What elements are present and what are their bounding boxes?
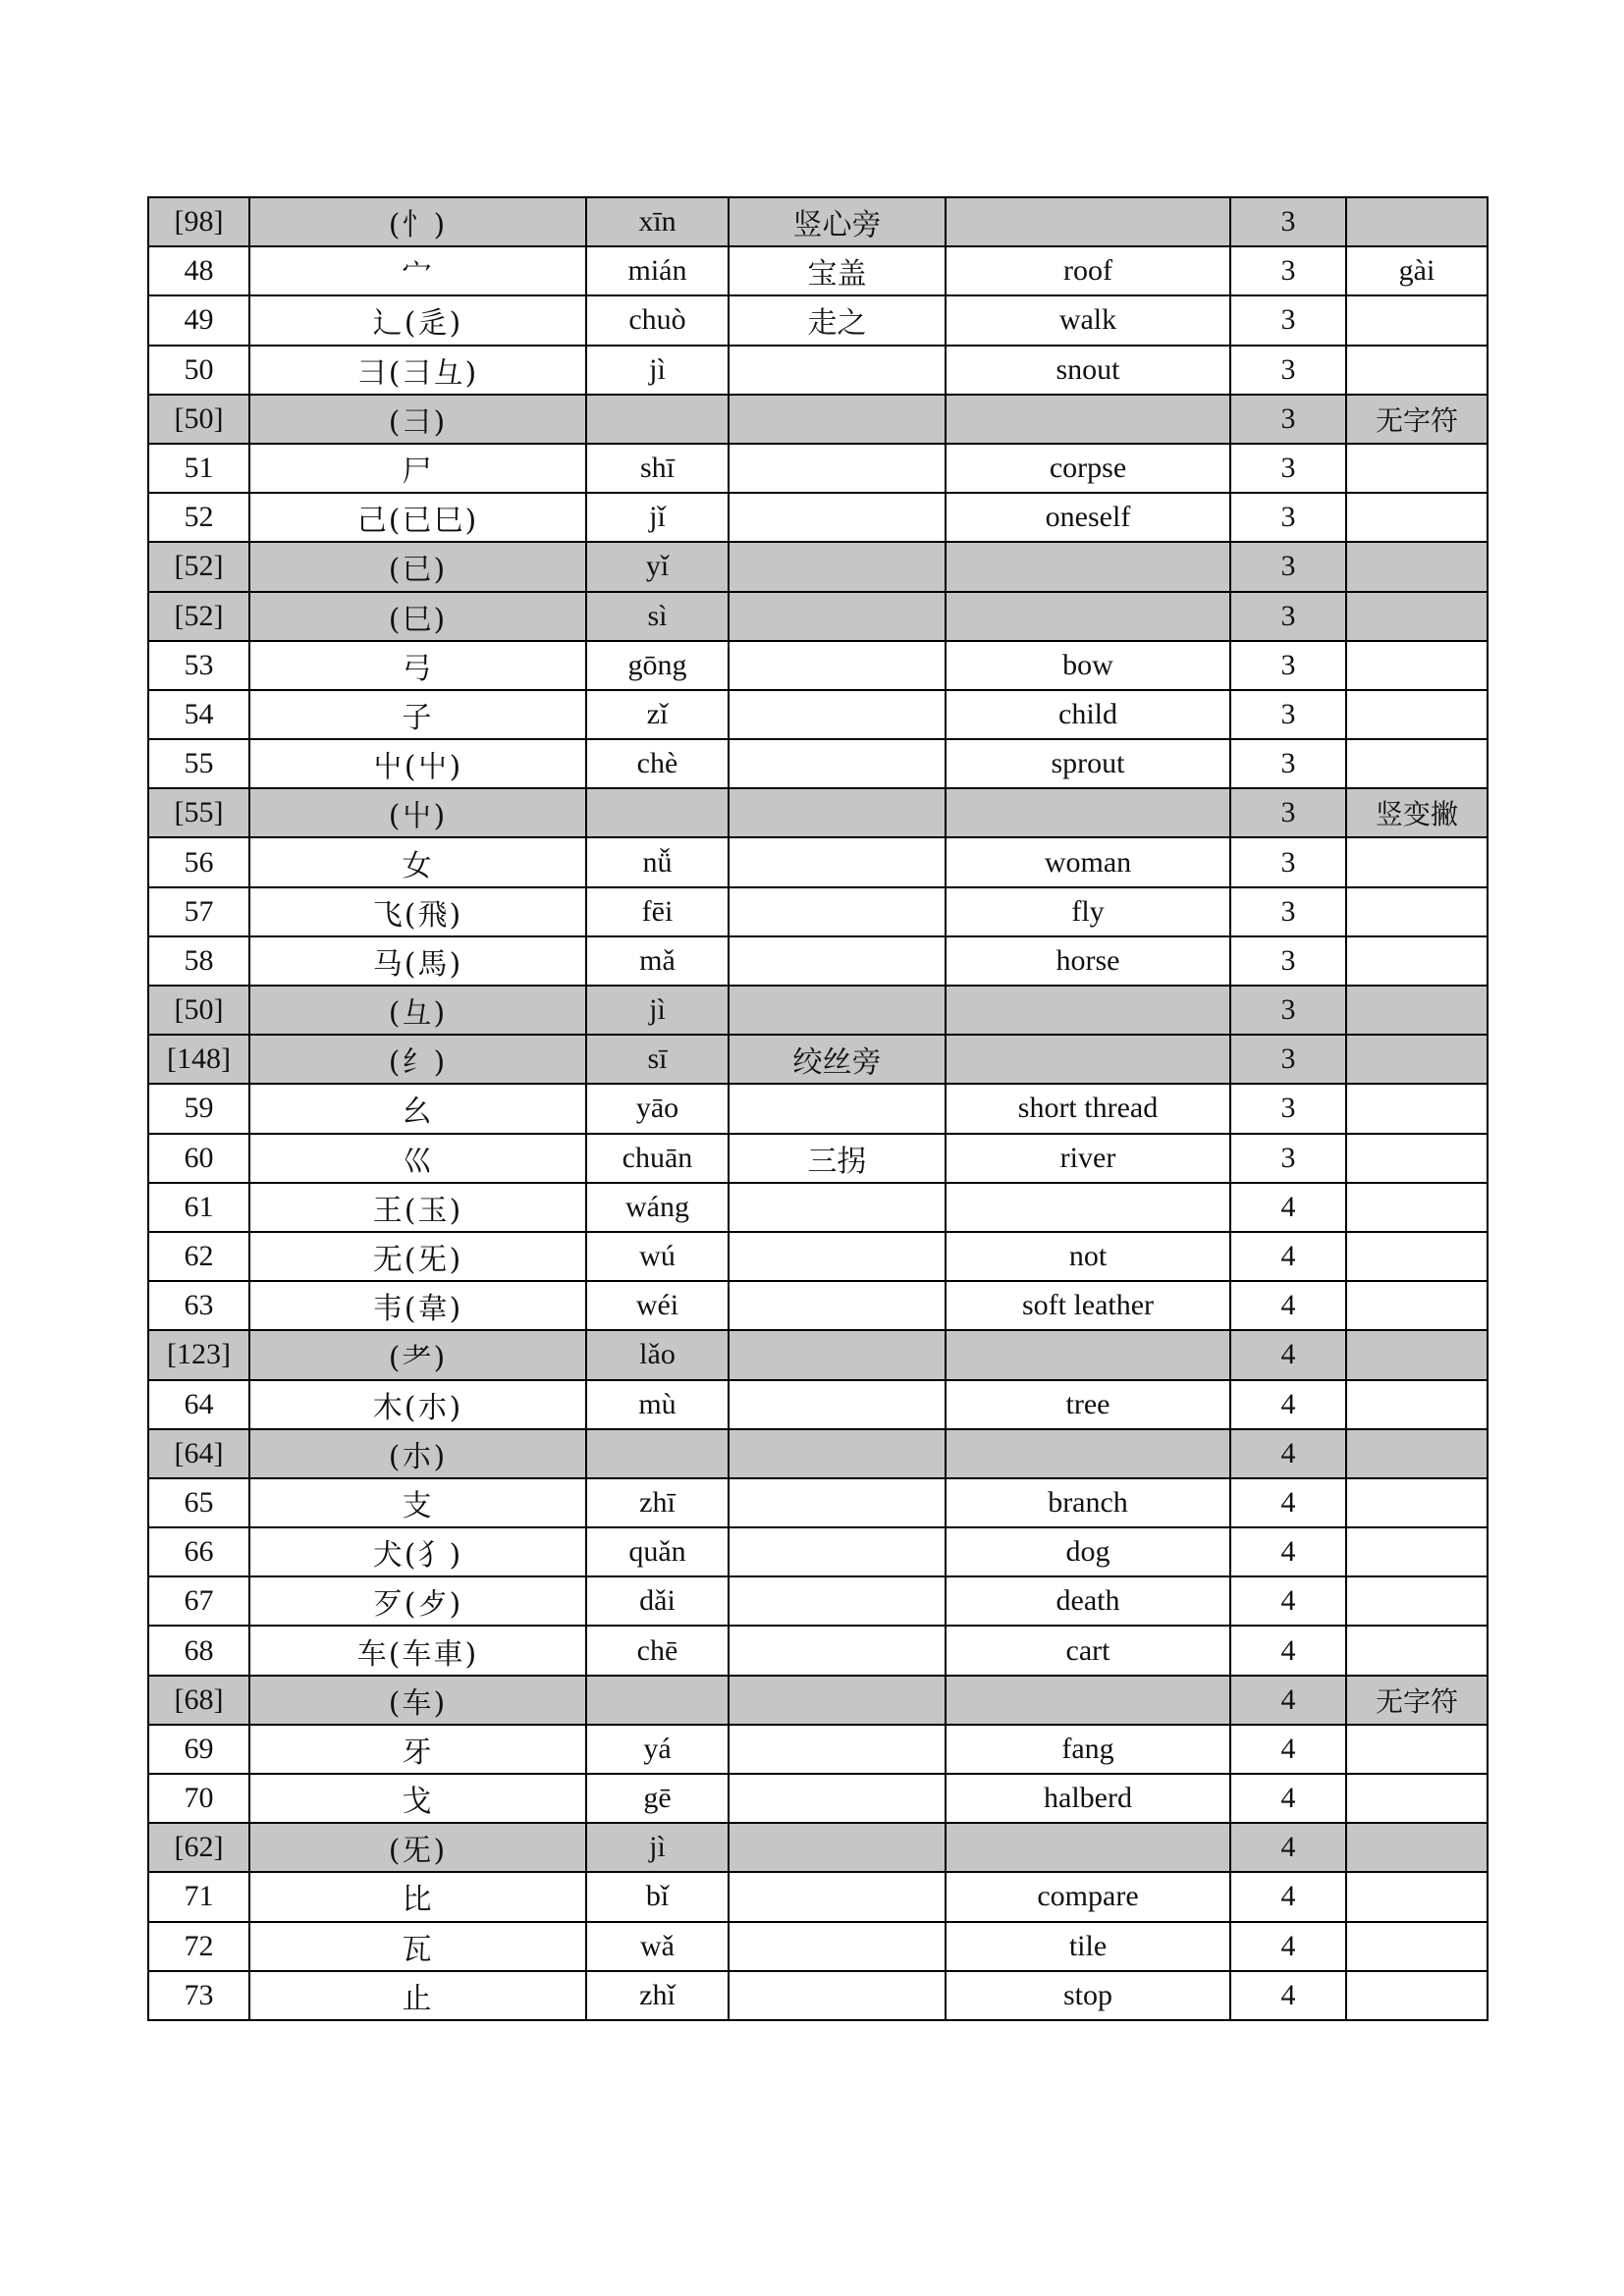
radical-row <box>148 444 1488 493</box>
note-cell <box>1346 493 1488 542</box>
note-cell <box>1346 1035 1488 1084</box>
note-cell <box>1346 1183 1488 1232</box>
note-cell <box>1346 592 1488 641</box>
variant-row <box>148 1676 1488 1725</box>
chinese-name-cell <box>729 1774 946 1823</box>
radical-row <box>148 1134 1488 1183</box>
stroke-count-cell: 4 <box>1230 1774 1346 1823</box>
stroke-count-cell: 3 <box>1230 788 1346 837</box>
stroke-count-cell: 4 <box>1230 1725 1346 1774</box>
radical-number-cell: 55 <box>148 739 249 788</box>
stroke-count-cell: 3 <box>1230 739 1346 788</box>
chinese-name-cell <box>729 887 946 936</box>
english-meaning-cell: dog <box>946 1527 1230 1576</box>
radical-form-cell: 犬(犭) <box>249 1527 586 1576</box>
radical-row <box>148 690 1488 739</box>
pinyin-cell: chuān <box>586 1134 729 1183</box>
english-meaning-cell <box>946 1429 1230 1478</box>
english-meaning-cell: soft leather <box>946 1281 1230 1330</box>
radical-number-cell: 54 <box>148 690 249 739</box>
pinyin-cell: chuò <box>586 295 729 345</box>
english-meaning-cell: compare <box>946 1872 1230 1921</box>
radical-form-cell: 宀 <box>249 246 586 295</box>
radical-form-cell: 幺 <box>249 1084 586 1133</box>
pinyin-cell <box>586 788 729 837</box>
stroke-count-cell: 3 <box>1230 641 1346 690</box>
english-meaning-cell: branch <box>946 1478 1230 1527</box>
note-cell <box>1346 1725 1488 1774</box>
note-cell <box>1346 986 1488 1035</box>
pinyin-cell: sī <box>586 1035 729 1084</box>
radical-number-cell: 61 <box>148 1183 249 1232</box>
pinyin-cell: gōng <box>586 641 729 690</box>
radical-form-cell: (已) <box>249 542 586 591</box>
english-meaning-cell <box>946 197 1230 246</box>
radical-row <box>148 837 1488 886</box>
chinese-name-cell <box>729 592 946 641</box>
chinese-name-cell: 绞丝旁 <box>729 1035 946 1084</box>
pinyin-cell: mǎ <box>586 936 729 986</box>
radical-number-cell: 52 <box>148 493 249 542</box>
radical-form-cell: 戈 <box>249 1774 586 1823</box>
radical-number-cell: 67 <box>148 1576 249 1626</box>
variant-row <box>148 1035 1488 1084</box>
radical-number-cell: 53 <box>148 641 249 690</box>
radical-number-cell: 65 <box>148 1478 249 1527</box>
radical-number-cell: 68 <box>148 1626 249 1675</box>
stroke-count-cell: 3 <box>1230 493 1346 542</box>
radical-row <box>148 1922 1488 1971</box>
english-meaning-cell: cart <box>946 1626 1230 1675</box>
stroke-count-cell: 4 <box>1230 1232 1346 1281</box>
stroke-count-cell: 4 <box>1230 1676 1346 1725</box>
note-cell <box>1346 1478 1488 1527</box>
english-meaning-cell <box>946 788 1230 837</box>
stroke-count-cell: 4 <box>1230 1872 1346 1921</box>
stroke-count-cell: 4 <box>1230 1281 1346 1330</box>
note-cell <box>1346 887 1488 936</box>
pinyin-cell: fēi <box>586 887 729 936</box>
radicals-table <box>147 196 1489 2021</box>
radical-number-cell: 60 <box>148 1134 249 1183</box>
stroke-count-cell: 3 <box>1230 592 1346 641</box>
radical-row <box>148 1478 1488 1527</box>
english-meaning-cell: fly <box>946 887 1230 936</box>
radical-row <box>148 1576 1488 1626</box>
radical-form-cell: 巛 <box>249 1134 586 1183</box>
radical-number-cell: [52] <box>148 542 249 591</box>
radical-form-cell: (车) <box>249 1676 586 1725</box>
radical-row <box>148 887 1488 936</box>
radical-form-cell: (彑) <box>249 986 586 1035</box>
stroke-count-cell: 4 <box>1230 1576 1346 1626</box>
variant-row <box>148 1330 1488 1379</box>
note-cell <box>1346 1823 1488 1872</box>
note-cell <box>1346 1330 1488 1379</box>
stroke-count-cell: 3 <box>1230 346 1346 395</box>
radical-number-cell: 72 <box>148 1922 249 1971</box>
pinyin-cell: wáng <box>586 1183 729 1232</box>
variant-row <box>148 197 1488 246</box>
note-cell <box>1346 1626 1488 1675</box>
english-meaning-cell: fang <box>946 1725 1230 1774</box>
chinese-name-cell <box>729 1725 946 1774</box>
variant-row <box>148 1429 1488 1478</box>
note-cell <box>1346 1872 1488 1921</box>
pinyin-cell: mù <box>586 1380 729 1429</box>
chinese-name-cell <box>729 1676 946 1725</box>
radical-number-cell: 73 <box>148 1971 249 2020</box>
pinyin-cell: lǎo <box>586 1330 729 1379</box>
radical-form-cell: 支 <box>249 1478 586 1527</box>
english-meaning-cell: roof <box>946 246 1230 295</box>
radical-form-cell: (⺕) <box>249 395 586 444</box>
chinese-name-cell <box>729 788 946 837</box>
english-meaning-cell: tile <box>946 1922 1230 1971</box>
english-meaning-cell <box>946 542 1230 591</box>
note-cell: gài <box>1346 246 1488 295</box>
stroke-count-cell: 3 <box>1230 246 1346 295</box>
radical-number-cell: 71 <box>148 1872 249 1921</box>
radical-number-cell: [148] <box>148 1035 249 1084</box>
radical-row <box>148 246 1488 295</box>
english-meaning-cell <box>946 1035 1230 1084</box>
radical-form-cell: 止 <box>249 1971 586 2020</box>
variant-row <box>148 986 1488 1035</box>
english-meaning-cell: bow <box>946 641 1230 690</box>
english-meaning-cell: woman <box>946 837 1230 886</box>
pinyin-cell: xīn <box>586 197 729 246</box>
radicals-table-container <box>147 196 1489 2021</box>
radical-form-cell: 王(玉) <box>249 1183 586 1232</box>
pinyin-cell: chè <box>586 739 729 788</box>
note-cell <box>1346 1922 1488 1971</box>
stroke-count-cell: 4 <box>1230 1922 1346 1971</box>
chinese-name-cell: 竖心旁 <box>729 197 946 246</box>
chinese-name-cell <box>729 1922 946 1971</box>
note-cell <box>1346 542 1488 591</box>
radical-row <box>148 1380 1488 1429</box>
table-body <box>148 197 1488 2020</box>
radical-form-cell: 木(朩) <box>249 1380 586 1429</box>
pinyin-cell: mián <box>586 246 729 295</box>
chinese-name-cell <box>729 1823 946 1872</box>
radical-form-cell: 尸 <box>249 444 586 493</box>
radical-form-cell: 己(已巳) <box>249 493 586 542</box>
radical-row <box>148 1527 1488 1576</box>
radical-form-cell: (旡) <box>249 1823 586 1872</box>
pinyin-cell: bǐ <box>586 1872 729 1921</box>
english-meaning-cell: child <box>946 690 1230 739</box>
english-meaning-cell <box>946 395 1230 444</box>
pinyin-cell: quǎn <box>586 1527 729 1576</box>
stroke-count-cell: 3 <box>1230 986 1346 1035</box>
chinese-name-cell <box>729 1971 946 2020</box>
chinese-name-cell <box>729 837 946 886</box>
pinyin-cell: chē <box>586 1626 729 1675</box>
pinyin-cell: dǎi <box>586 1576 729 1626</box>
english-meaning-cell: river <box>946 1134 1230 1183</box>
radical-row <box>148 1232 1488 1281</box>
radical-form-cell: 牙 <box>249 1725 586 1774</box>
stroke-count-cell: 3 <box>1230 690 1346 739</box>
note-cell <box>1346 295 1488 345</box>
chinese-name-cell <box>729 542 946 591</box>
radical-form-cell: 瓦 <box>249 1922 586 1971</box>
radical-form-cell: 无(旡) <box>249 1232 586 1281</box>
note-cell <box>1346 936 1488 986</box>
radical-row <box>148 346 1488 395</box>
chinese-name-cell: 宝盖 <box>729 246 946 295</box>
english-meaning-cell <box>946 1330 1230 1379</box>
english-meaning-cell <box>946 592 1230 641</box>
chinese-name-cell <box>729 493 946 542</box>
pinyin-cell: jǐ <box>586 493 729 542</box>
radical-number-cell: [55] <box>148 788 249 837</box>
pinyin-cell: sì <box>586 592 729 641</box>
note-cell <box>1346 1380 1488 1429</box>
radical-form-cell: 车(车車) <box>249 1626 586 1675</box>
pinyin-cell <box>586 395 729 444</box>
chinese-name-cell <box>729 690 946 739</box>
variant-row <box>148 1823 1488 1872</box>
chinese-name-cell <box>729 1872 946 1921</box>
radical-number-cell: 51 <box>148 444 249 493</box>
note-cell <box>1346 444 1488 493</box>
note-cell <box>1346 1576 1488 1626</box>
radical-row <box>148 1971 1488 2020</box>
chinese-name-cell <box>729 1429 946 1478</box>
stroke-count-cell: 4 <box>1230 1478 1346 1527</box>
note-cell <box>1346 837 1488 886</box>
pinyin-cell: wéi <box>586 1281 729 1330</box>
stroke-count-cell: 4 <box>1230 1527 1346 1576</box>
pinyin-cell: jì <box>586 1823 729 1872</box>
radical-number-cell: [98] <box>148 197 249 246</box>
pinyin-cell: nǚ <box>586 837 729 886</box>
radical-number-cell: 57 <box>148 887 249 936</box>
radical-number-cell: [52] <box>148 592 249 641</box>
stroke-count-cell: 4 <box>1230 1183 1346 1232</box>
english-meaning-cell: sprout <box>946 739 1230 788</box>
stroke-count-cell: 4 <box>1230 1626 1346 1675</box>
radical-number-cell: [62] <box>148 1823 249 1872</box>
chinese-name-cell: 走之 <box>729 295 946 345</box>
radical-number-cell: [64] <box>148 1429 249 1478</box>
radical-number-cell: 66 <box>148 1527 249 1576</box>
radical-number-cell: 69 <box>148 1725 249 1774</box>
chinese-name-cell <box>729 1626 946 1675</box>
english-meaning-cell <box>946 1676 1230 1725</box>
chinese-name-cell <box>729 1576 946 1626</box>
radical-number-cell: [50] <box>148 395 249 444</box>
variant-row <box>148 788 1488 837</box>
chinese-name-cell <box>729 1183 946 1232</box>
radical-form-cell: 比 <box>249 1872 586 1921</box>
note-cell <box>1346 1527 1488 1576</box>
radical-row <box>148 1183 1488 1232</box>
radical-form-cell: (纟) <box>249 1035 586 1084</box>
chinese-name-cell <box>729 1281 946 1330</box>
chinese-name-cell <box>729 1084 946 1133</box>
note-cell <box>1346 739 1488 788</box>
radical-form-cell: 弓 <box>249 641 586 690</box>
radical-number-cell: 70 <box>148 1774 249 1823</box>
stroke-count-cell: 3 <box>1230 1084 1346 1133</box>
chinese-name-cell <box>729 395 946 444</box>
english-meaning-cell: horse <box>946 936 1230 986</box>
stroke-count-cell: 4 <box>1230 1330 1346 1379</box>
chinese-name-cell <box>729 986 946 1035</box>
radical-row <box>148 641 1488 690</box>
radical-row <box>148 739 1488 788</box>
radical-row <box>148 1725 1488 1774</box>
note-cell <box>1346 1084 1488 1133</box>
pinyin-cell: zǐ <box>586 690 729 739</box>
english-meaning-cell: not <box>946 1232 1230 1281</box>
pinyin-cell: shī <box>586 444 729 493</box>
variant-row <box>148 592 1488 641</box>
radical-number-cell: [123] <box>148 1330 249 1379</box>
pinyin-cell: yāo <box>586 1084 729 1133</box>
pinyin-cell <box>586 1429 729 1478</box>
pinyin-cell: zhī <box>586 1478 729 1527</box>
note-cell <box>1346 1774 1488 1823</box>
english-meaning-cell: halberd <box>946 1774 1230 1823</box>
pinyin-cell: jì <box>586 986 729 1035</box>
radical-number-cell: 58 <box>148 936 249 986</box>
note-cell <box>1346 346 1488 395</box>
radical-form-cell: (耂) <box>249 1330 586 1379</box>
english-meaning-cell: oneself <box>946 493 1230 542</box>
radical-row <box>148 1084 1488 1133</box>
stroke-count-cell: 3 <box>1230 837 1346 886</box>
radical-row <box>148 936 1488 986</box>
english-meaning-cell: tree <box>946 1380 1230 1429</box>
note-cell <box>1346 641 1488 690</box>
pinyin-cell <box>586 1676 729 1725</box>
chinese-name-cell <box>729 346 946 395</box>
note-cell <box>1346 1232 1488 1281</box>
english-meaning-cell <box>946 1183 1230 1232</box>
pinyin-cell: zhǐ <box>586 1971 729 2020</box>
radical-row <box>148 1872 1488 1921</box>
stroke-count-cell: 3 <box>1230 444 1346 493</box>
radical-form-cell: 子 <box>249 690 586 739</box>
stroke-count-cell: 3 <box>1230 936 1346 986</box>
radical-number-cell: 64 <box>148 1380 249 1429</box>
stroke-count-cell: 3 <box>1230 295 1346 345</box>
radical-number-cell: 56 <box>148 837 249 886</box>
english-meaning-cell: walk <box>946 295 1230 345</box>
stroke-count-cell: 3 <box>1230 1035 1346 1084</box>
stroke-count-cell: 3 <box>1230 395 1346 444</box>
radical-form-cell: (忄) <box>249 197 586 246</box>
radical-form-cell: 马(馬) <box>249 936 586 986</box>
radical-number-cell: 48 <box>148 246 249 295</box>
radical-number-cell: 63 <box>148 1281 249 1330</box>
chinese-name-cell <box>729 641 946 690</box>
pinyin-cell: gē <box>586 1774 729 1823</box>
english-meaning-cell: short thread <box>946 1084 1230 1133</box>
stroke-count-cell: 4 <box>1230 1429 1346 1478</box>
radical-number-cell: 62 <box>148 1232 249 1281</box>
english-meaning-cell: death <box>946 1576 1230 1626</box>
chinese-name-cell <box>729 936 946 986</box>
english-meaning-cell <box>946 1823 1230 1872</box>
radical-form-cell: 韦(韋) <box>249 1281 586 1330</box>
note-cell <box>1346 197 1488 246</box>
pinyin-cell: wú <box>586 1232 729 1281</box>
radical-form-cell: (屮) <box>249 788 586 837</box>
chinese-name-cell <box>729 739 946 788</box>
stroke-count-cell: 3 <box>1230 1134 1346 1183</box>
pinyin-cell: yǐ <box>586 542 729 591</box>
stroke-count-cell: 4 <box>1230 1971 1346 2020</box>
pinyin-cell: wǎ <box>586 1922 729 1971</box>
note-cell <box>1346 1971 1488 2020</box>
radical-number-cell: 49 <box>148 295 249 345</box>
chinese-name-cell <box>729 1232 946 1281</box>
radical-form-cell: 歹(歺) <box>249 1576 586 1626</box>
radical-form-cell: (巳) <box>249 592 586 641</box>
english-meaning-cell: corpse <box>946 444 1230 493</box>
note-cell: 竖变撇 <box>1346 788 1488 837</box>
radical-form-cell: 屮(屮) <box>249 739 586 788</box>
stroke-count-cell: 3 <box>1230 542 1346 591</box>
pinyin-cell: yá <box>586 1725 729 1774</box>
stroke-count-cell: 3 <box>1230 197 1346 246</box>
note-cell <box>1346 1134 1488 1183</box>
note-cell <box>1346 690 1488 739</box>
radical-number-cell: 50 <box>148 346 249 395</box>
radical-form-cell: (朩) <box>249 1429 586 1478</box>
radical-number-cell: 59 <box>148 1084 249 1133</box>
variant-row <box>148 542 1488 591</box>
note-cell: 无字符 <box>1346 395 1488 444</box>
chinese-name-cell <box>729 1478 946 1527</box>
chinese-name-cell <box>729 1380 946 1429</box>
english-meaning-cell <box>946 986 1230 1035</box>
radical-row <box>148 1281 1488 1330</box>
english-meaning-cell: stop <box>946 1971 1230 2020</box>
stroke-count-cell: 4 <box>1230 1380 1346 1429</box>
english-meaning-cell: snout <box>946 346 1230 395</box>
radical-form-cell: 飞(飛) <box>249 887 586 936</box>
radical-row <box>148 1626 1488 1675</box>
stroke-count-cell: 3 <box>1230 887 1346 936</box>
radical-number-cell: [68] <box>148 1676 249 1725</box>
radical-row <box>148 295 1488 345</box>
chinese-name-cell <box>729 1330 946 1379</box>
chinese-name-cell <box>729 1527 946 1576</box>
radical-number-cell: [50] <box>148 986 249 1035</box>
pinyin-cell: jì <box>586 346 729 395</box>
note-cell <box>1346 1281 1488 1330</box>
radical-form-cell: 彐(⺕彑) <box>249 346 586 395</box>
stroke-count-cell: 4 <box>1230 1823 1346 1872</box>
radical-form-cell: 辶(辵) <box>249 295 586 345</box>
note-cell <box>1346 1429 1488 1478</box>
chinese-name-cell: 三拐 <box>729 1134 946 1183</box>
variant-row <box>148 395 1488 444</box>
chinese-name-cell <box>729 444 946 493</box>
radical-form-cell: 女 <box>249 837 586 886</box>
radical-row <box>148 493 1488 542</box>
radical-row <box>148 1774 1488 1823</box>
note-cell: 无字符 <box>1346 1676 1488 1725</box>
